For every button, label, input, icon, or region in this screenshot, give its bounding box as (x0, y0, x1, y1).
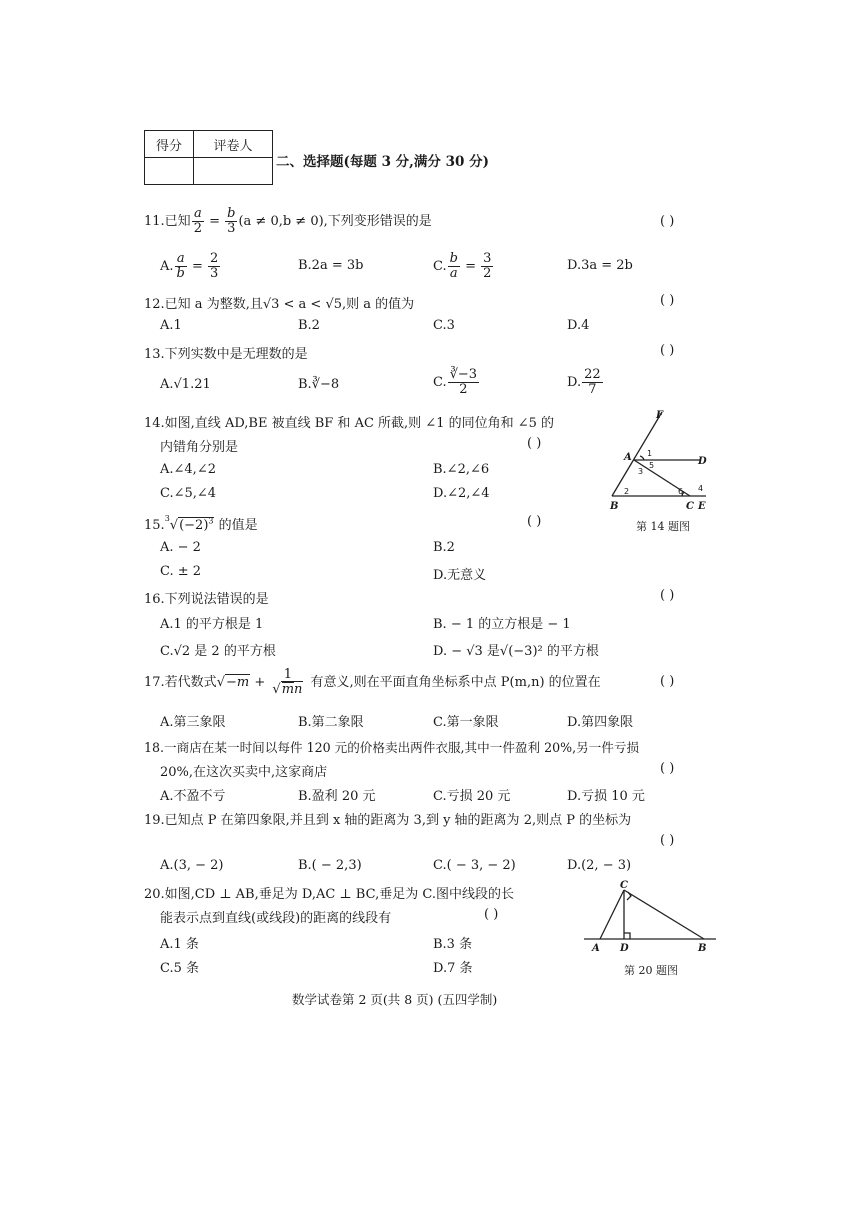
score-table (144, 130, 273, 185)
label-A: A (624, 452, 632, 463)
q11-option-c[interactable]: C. $\frac{b}{a}$ = $\frac{3}{2}$ (433, 251, 492, 281)
q18-stem-line1: 18.一商店在某一时间以每件 120 元的价格卖出两件衣服,其中一件盈利 20%,另一件亏损 (144, 740, 640, 755)
grader-header: 评卷人 (194, 131, 273, 158)
q14-option-c[interactable]: C.∠5,∠4 (160, 486, 217, 501)
angle-6: 6 (678, 487, 684, 496)
label-A: A (592, 943, 600, 954)
q13-option-b[interactable]: B.∛−8 (298, 377, 340, 392)
q14-option-a[interactable]: A.∠4,∠2 (160, 462, 216, 477)
angle-2: 2 (624, 487, 630, 496)
label-B: B (610, 501, 619, 512)
q20-answer-paren[interactable]: ( ) (484, 907, 499, 922)
q11-prefix: 11.已知 (144, 214, 191, 229)
q16-option-a[interactable]: A.1 的平方根是 1 (160, 617, 264, 632)
q12-option-a[interactable]: A.1 (160, 318, 182, 333)
q16-option-c[interactable]: C.√2 是 2 的平方根 (160, 644, 276, 659)
label-C: C (686, 501, 694, 512)
q17-option-d[interactable]: D.第四象限 (567, 715, 634, 730)
q19-stem: 19.已知点 P 在第四象限,并且到 x 轴的距离为 3,到 y 轴的距离为 2,则点 P 的坐标为 (144, 813, 632, 828)
q20-option-c[interactable]: C.5 条 (160, 961, 200, 976)
line-bf (612, 412, 662, 496)
score-header: 得分 (145, 131, 194, 158)
label-E: E (698, 501, 706, 512)
q20-stem-line2: 能表示点到直线(或线段)的距离的线段有 (160, 911, 392, 926)
q14-stem-line2: 内错角分别是 (160, 440, 239, 455)
q20-option-d[interactable]: D.7 条 (433, 961, 473, 976)
q15-stem: $15.^3√(-2)^3$ 的值是 (144, 514, 258, 533)
grader-cell[interactable] (194, 158, 273, 185)
angle-3: 3 (638, 467, 644, 476)
q17-option-b[interactable]: B.第二象限 (298, 715, 364, 730)
angle-4: 4 (698, 484, 704, 493)
q19-option-d[interactable]: D.(2, − 3) (567, 858, 632, 873)
q19-answer-paren[interactable]: ( ) (660, 833, 675, 848)
q16-answer-paren[interactable]: ( ) (660, 588, 675, 603)
q14-figure-caption: 第 14 题图 (636, 520, 690, 533)
frac-b-over-3: $\frac{b}{3}$ (227, 206, 236, 236)
q16-option-d[interactable]: D. − √3 是√(−3)² 的平方根 (433, 644, 599, 659)
q20-figure (580, 878, 720, 954)
label-C: C (620, 880, 628, 891)
q12-answer-paren[interactable]: ( ) (660, 293, 675, 308)
q20-figure-caption: 第 20 题图 (624, 964, 678, 977)
frac-a-over-2: $\frac{a}{2}$ (193, 206, 202, 236)
q13-answer-paren[interactable]: ( ) (660, 343, 675, 358)
q17-option-c[interactable]: C.第一象限 (433, 715, 499, 730)
q18-option-a[interactable]: A.不盈不亏 (160, 789, 226, 804)
angle-5: 5 (649, 461, 655, 470)
q14-figure (600, 406, 710, 512)
segment-ac (600, 890, 624, 939)
q17-option-a[interactable]: A.第三象限 (160, 715, 226, 730)
page-footer: 数学试卷第 2 页(共 8 页) (五四学制) (292, 992, 498, 1007)
q11-answer-paren[interactable]: ( ) (660, 214, 675, 229)
q14-stem-line1: 14.如图,直线 AD,BE 被直线 BF 和 AC 所截,则 ∠1 的同位角和 ∠5 的 (144, 416, 555, 431)
q19-option-c[interactable]: C.( − 3, − 2) (433, 858, 516, 873)
q15-option-d[interactable]: D.无意义 (433, 568, 487, 583)
q11-tail: (a ≠ 0,b ≠ 0),下列变形错误的是 (238, 214, 432, 229)
angle-1: 1 (647, 449, 653, 458)
q14-option-d[interactable]: D.∠2,∠4 (433, 486, 490, 501)
q12-option-c[interactable]: C.3 (433, 318, 455, 333)
q20-option-a[interactable]: A.1 条 (160, 937, 199, 952)
score-cell[interactable] (145, 158, 194, 185)
q17-stem: 17.若代数式√−m + $\frac{1}{√mn}$ 有意义,则在平面直角坐标系中点 P(m,n) 的位置在 (144, 667, 601, 697)
q11-option-d[interactable]: D.3a = 2b (567, 258, 633, 273)
label-D: D (698, 456, 707, 467)
q18-option-d[interactable]: D.亏损 10 元 (567, 789, 645, 804)
q19-option-a[interactable]: A.(3, − 2) (160, 858, 224, 873)
q12-stem: 12.已知 a 为整数,且√3 < a < √5,则 a 的值为 (144, 297, 415, 312)
q13-stem: 13.下列实数中是无理数的是 (144, 347, 308, 362)
q19-option-b[interactable]: B.( − 2,3) (298, 858, 362, 873)
q16-option-b[interactable]: B. − 1 的立方根是 − 1 (433, 617, 571, 632)
q17-answer-paren[interactable]: ( ) (660, 674, 675, 689)
segment-bc (624, 890, 704, 939)
q12-option-b[interactable]: B.2 (298, 318, 320, 333)
q14-answer-paren[interactable]: ( ) (527, 436, 542, 451)
q15-stem-text: 的值是 (218, 518, 258, 533)
q15-answer-paren[interactable]: ( ) (527, 514, 542, 529)
label-B: B (698, 943, 707, 954)
label-F: F (656, 410, 664, 421)
q13-option-a[interactable]: A.√1.21 (160, 377, 211, 392)
q11-option-b[interactable]: B.2a = 3b (298, 258, 364, 273)
q20-stem-line1: 20.如图,CD ⊥ AB,垂足为 D,AC ⊥ BC,垂足为 C.图中线段的长 (144, 887, 514, 902)
q13-option-d[interactable]: D. $\frac{22}{7}$ (567, 367, 601, 397)
q11-option-a[interactable]: A. $\frac{a}{b}$ = $\frac{2}{3}$ (160, 251, 219, 281)
q14-option-b[interactable]: B.∠2,∠6 (433, 462, 490, 477)
q18-stem-line2: 20%,在这次买卖中,这家商店 (160, 765, 328, 780)
q15-option-a[interactable]: A. − 2 (160, 540, 201, 555)
q20-option-b[interactable]: B.3 条 (433, 937, 473, 952)
q18-answer-paren[interactable]: ( ) (660, 761, 675, 776)
q15-option-c[interactable]: C. ± 2 (160, 564, 202, 579)
q16-stem: 16.下列说法错误的是 (144, 592, 269, 607)
q18-option-b[interactable]: B.盈利 20 元 (298, 789, 376, 804)
q18-option-c[interactable]: C.亏损 20 元 (433, 789, 511, 804)
q12-option-d[interactable]: D.4 (567, 318, 590, 333)
label-D: D (620, 943, 629, 954)
q13-option-c[interactable]: C. $\frac{∛-3}{2}$ (433, 367, 478, 397)
q15-option-b[interactable]: B.2 (433, 540, 455, 555)
q11-stem: 11.已知 $\frac{a}{2}$ = $\frac{b}{3}$ (a ≠ 0,b ≠ 0),下列变形错误的是 (144, 206, 432, 236)
section-title: 二、选择题(每题 3 分,满分 30 分) (276, 154, 489, 170)
